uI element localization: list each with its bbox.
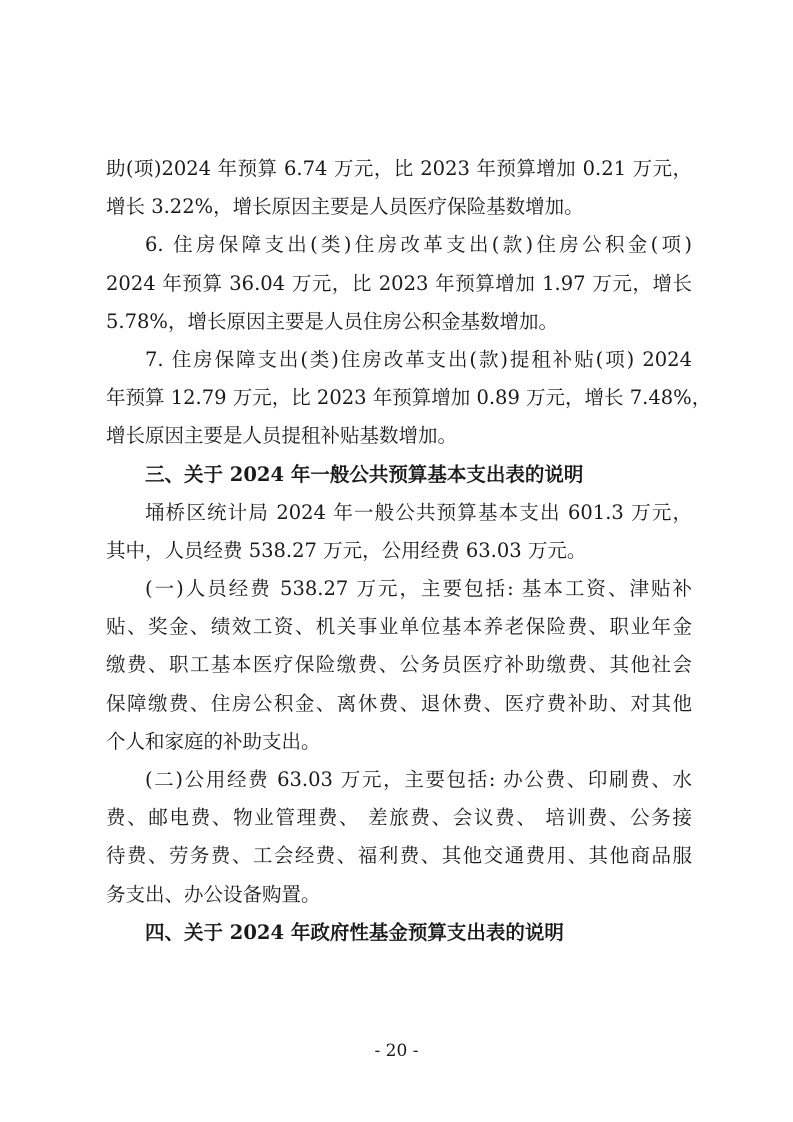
text-line: 6. 住房保障支出(类)住房改革支出(款)住房公积金(项) bbox=[145, 233, 692, 257]
text-line: 保障缴费、住房公积金、离休费、退休费、医疗费补助、对其他 bbox=[106, 691, 692, 715]
text-line: 7. 住房保障支出(类)住房改革支出(款)提租补贴(项) 2024 bbox=[145, 347, 692, 371]
text-line: 助(项)2024 年预算 6.74 万元，比 2023 年预算增加 0.21 万元， bbox=[106, 157, 692, 180]
section-heading: 四、关于 2024 年政府性基金预算支出表的说明 bbox=[145, 920, 564, 944]
text-line: 增长原因主要是人员提租补贴基数增加。 bbox=[106, 424, 458, 448]
text-line: (二)公用经费 63.03 万元，主要包括: 办公费、印刷费、水 bbox=[145, 768, 692, 791]
text-line: 其中，人员经费 538.27 万元，公用经费 63.03 万元。 bbox=[106, 538, 587, 562]
text-line: 个人和家庭的补助支出。 bbox=[106, 729, 321, 753]
text-line: 增长 3.22%，增长原因主要是人员医疗保险基数增加。 bbox=[106, 195, 584, 219]
text-line: 2024 年预算 36.04 万元，比 2023 年预算增加 1.97 万元，增长 bbox=[106, 271, 692, 295]
text-line: 待费、劳务费、工会经费、福利费、其他交通费用、其他商品服 bbox=[106, 844, 692, 868]
text-line: 贴、奖金、绩效工资、机关事业单位基本养老保险费、职业年金 bbox=[106, 615, 692, 639]
text-line: 缴费、职工基本医疗保险缴费、公务员医疗补助缴费、其他社会 bbox=[106, 653, 692, 677]
section-heading: 三、关于 2024 年一般公共预算基本支出表的说明 bbox=[145, 462, 584, 486]
text-line: 费、邮电费、物业管理费、 差旅费、会议费、 培训费、公务接 bbox=[106, 806, 692, 830]
page-number: - 20 - bbox=[374, 1041, 419, 1061]
text-line: (一)人员经费 538.27 万元，主要包括: 基本工资、津贴补 bbox=[145, 577, 692, 601]
text-line: 年预算 12.79 万元，比 2023 年预算增加 0.89 万元，增长 7.48%， bbox=[106, 386, 712, 410]
text-line: 埇桥区统计局 2024 年一般公共预算基本支出 601.3 万元， bbox=[145, 500, 692, 524]
text-line: 务支出、办公设备购置。 bbox=[106, 882, 321, 906]
body-text bbox=[106, 150, 712, 952]
text-line: 5.78%，增长原因主要是人员住房公积金基数增加。 bbox=[106, 309, 558, 333]
